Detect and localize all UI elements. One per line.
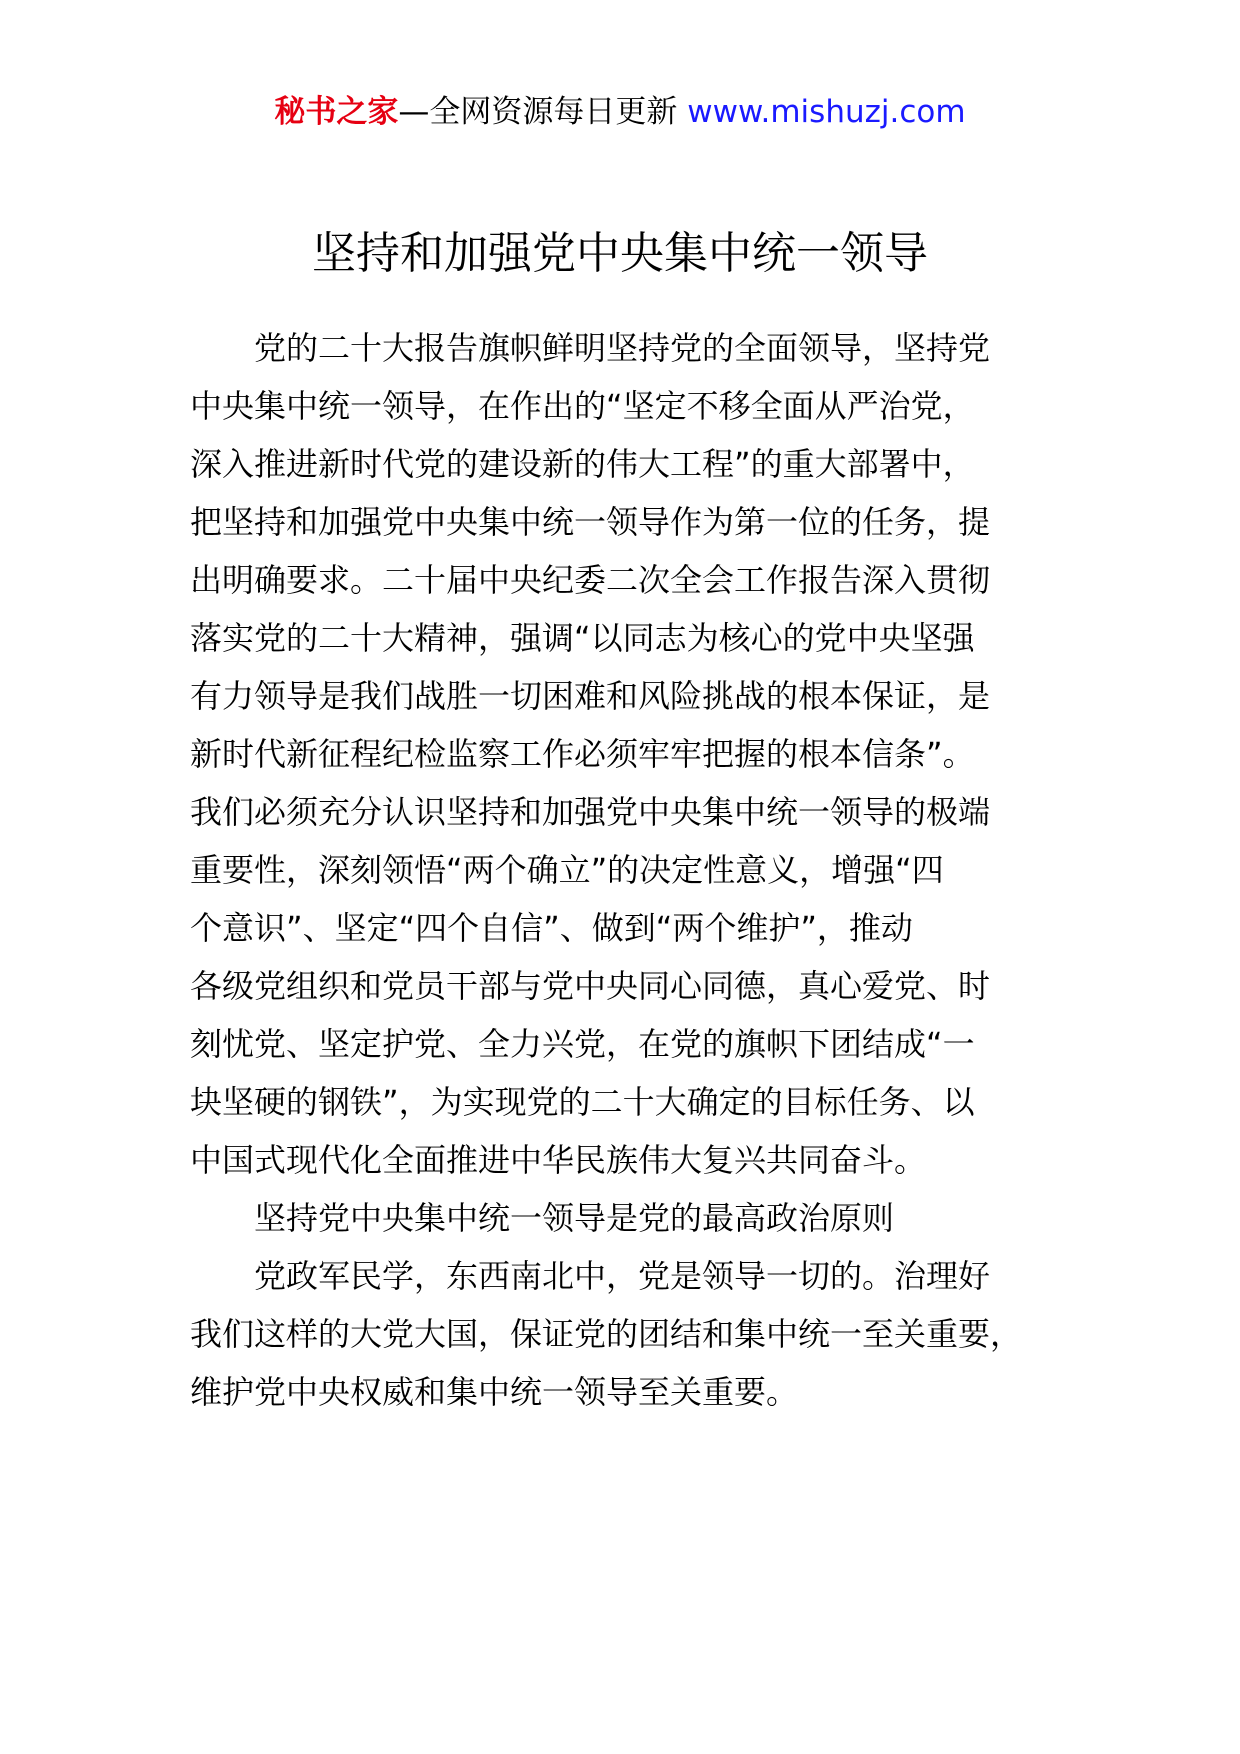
section-heading: 坚持党中央集中统一领导是党的最高政治原则 <box>254 1199 895 1237</box>
body-line: 个意识”、坚定“四个自信”、做到“两个维护”，推动 <box>190 909 913 947</box>
header-tagline: —全网资源每日更新 <box>398 94 678 130</box>
body-line: 块坚硬的钢铁”，为实现党的二十大确定的目标任务、以 <box>190 1083 975 1121</box>
body-line: 我们必须充分认识坚持和加强党中央集中统一领导的极端 <box>190 793 991 831</box>
body-line: 我们这样的大党大国，保证党的团结和集中统一至关重要， <box>190 1315 1023 1353</box>
body-line: 深入推进新时代党的建设新的伟大工程”的重大部署中， <box>190 445 975 483</box>
body-line: 刻忧党、坚定护党、全力兴党，在党的旗帜下团结成“一 <box>190 1025 975 1063</box>
body-line: 出明确要求。二十届中央纪委二次全会工作报告深入贯彻 <box>190 561 991 599</box>
body-line: 中央集中统一领导，在作出的“坚定不移全面从严治党， <box>190 387 975 425</box>
body-line: 重要性，深刻领悟“两个确立”的决定性意义，增强“四 <box>190 851 944 889</box>
body-line: 维护党中央权威和集中统一领导至关重要。 <box>190 1373 799 1411</box>
body-line: 有力领导是我们战胜一切困难和风险挑战的根本保证，是 <box>190 677 991 715</box>
site-url-link[interactable]: www.mishuzj.com <box>687 94 966 130</box>
brand-name: 秘书之家 <box>274 94 399 130</box>
document-title: 坚持和加强党中央集中统一领导 <box>312 228 928 279</box>
body-line: 党政军民学，东西南北中，党是领导一切的。治理好 <box>254 1257 991 1295</box>
body-line: 各级党组织和党员干部与党中央同心同德，真心爱党、时 <box>190 967 991 1005</box>
body-line: 把坚持和加强党中央集中统一领导作为第一位的任务，提 <box>190 503 991 541</box>
body-line: 中国式现代化全面推进中华民族伟大复兴共同奋斗。 <box>190 1141 927 1179</box>
body-line: 新时代新征程纪检监察工作必须牢牢把握的根本信条”。 <box>190 735 975 773</box>
body-line: 落实党的二十大精神，强调“以同志为核心的党中央坚强 <box>190 619 975 657</box>
body-line: 党的二十大报告旗帜鲜明坚持党的全面领导，坚持党 <box>254 329 991 367</box>
